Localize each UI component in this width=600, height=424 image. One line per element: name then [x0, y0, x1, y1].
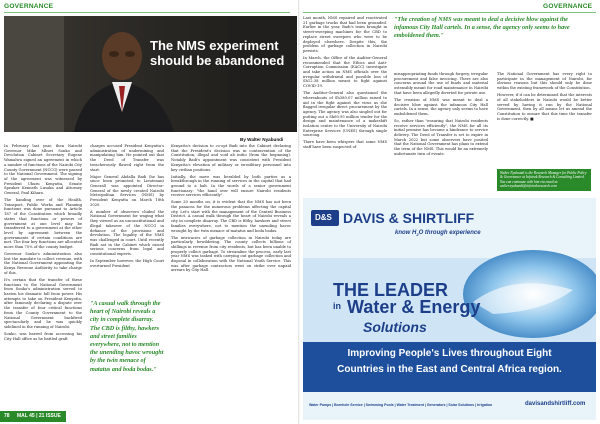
issue-label: MAL 45 | 21 ISSUE: [17, 413, 61, 419]
brand-tagline: [395, 230, 481, 237]
paragraph: charges accused President Kenyatta's administration of undermining and manipulating him. He pointed out that the Deed of Transfer was treacherously flawed right from the start.: [90, 144, 164, 172]
paragraph: In March, the Office of the Auditor-General recommended that the Ethics and Anti-Corruption Commission (EACC) investigate and take action on NMS officials over the irregular withdrawal and possible loss of Sh12.38 million meant to fight against COVID-19.: [303, 55, 387, 89]
tagline-prefix: know H: [395, 230, 417, 236]
column-1: [4, 144, 82, 344]
column-5: [394, 72, 488, 159]
header-rule-right: [303, 12, 596, 13]
paragraph: The National Government has every right to participate in the management of Nairobi, for obvious reasons but this should only be done within the existing framework of the Constitution.: [497, 72, 592, 91]
paragraph: However, if it can be determined that the interests of all stakeholders in Nairobi would be better served by having it run by the National Government, then by all means let us amend the Constitution to ensure that this time the transfer is done correctly. ■: [497, 93, 592, 121]
column-2: [90, 144, 164, 271]
article-title-line-2: should be abandoned: [150, 53, 285, 68]
solutions-heading: Solutions: [363, 319, 427, 335]
paragraph: Last month, NMS repaired and reactivated 21 garbage trucks that had been grounded. Earlier in the year, Badi's team brought in street-sweeping machines for the CBD to replace street sweepers who were to be deployed elsewhere. Despite this, the problem of garbage collection in Nairobi persists.: [303, 16, 387, 53]
section-label-right: GOVERNANCE: [543, 3, 593, 10]
improving-line-2: Countries in the East and Central Africa region.: [337, 364, 562, 375]
header-rule-left: [4, 12, 290, 13]
column-4: [303, 16, 387, 152]
tagline-subscript: 2: [416, 232, 419, 238]
paragraph: A number of observers chided the National Government for waging what they viewed as an unconstitutional and illegal takeover of the NCCG in defiance of the provisions and devolution. The legality of the NMS was challenged in court. Until recently Badi sat in the Cabinet which raised serious concerns from legal and constitutional experts.: [90, 209, 164, 257]
lead-photo: [4, 16, 297, 132]
page-gutter: [298, 0, 300, 424]
paragraph: So, rather than "ensuring that Nairobi residents receive services efficiently", the NMS for all its initial promise has become a hindrance to service delivery. The Deed of Transfer is set to expire in March 2022 but some observers have posited that the National Government has plans to extend the term of the NMS. This would be an extremely unfortunate turn of events.: [394, 118, 488, 156]
paragraph: There have been whispers that some NMS staff have been suspected of: [303, 140, 387, 150]
ds-logo-text: D&S: [315, 213, 332, 222]
paragraph: The Auditor-General also questioned the whereabouts of Sh380.07 million raised to aid in the fight against the virus as she flagged irregular direct procurement by the agency. The agency was also singled out for putting out a Sh60.95 million tender for the design and maintenance of a makeshift isolation centre to the University of Nairobi Enterprise Services (UNES) through single sourcing.: [303, 91, 387, 138]
paragraph: The intricacies of garbage collection in Nairobi today are particularly bewildering. The county collects billions of shillings in revenue from city residents, but has been unable to properly collect garbage. To streamline the process, early last year NMS was tasked with carrying out garbage collection and disposal in collaboration with the National Youth Service. This was after garbage contractors went on strike over unpaid arrears by City Hall.: [171, 235, 291, 273]
paragraph: Major General Abdalla Badi (he has since been promoted to Lieutenant General) was appointed Director-General of the newly created Nairobi Metropolitan Services (NMS) by President Kenyatta on March 18th 2020.: [90, 174, 164, 207]
page-number: 78: [4, 413, 10, 419]
article-title-line-1: The NMS experiment: [150, 38, 279, 53]
paragraph: In February last year, then Nairobi Governor Mike Mbuvi Sonko and Devolution Cabinet Secretary Eugene Wamalwa signed an agreement in which a number of functions of the Nairobi City County Government (NCCG) were passed to the National Government. The signing of the agreement was witnessed by President Uhuru Kenyatta, Senate Speaker Kenneth Lusaka and Attorney General, Paul Kihara.: [4, 144, 83, 196]
lead-photo-illustration: [4, 16, 297, 132]
column-6: [497, 72, 592, 124]
leader-in: in: [333, 301, 341, 311]
leader-heading: THE LEADER: [333, 280, 449, 300]
water-energy-heading: Water & Energy: [347, 297, 481, 317]
paragraph: Kenyatta's decision to co-opt Badi into the Cabinet declaring that the President's decision was in contravention of the Constitution, illegal and void ab initio (from the beginning). Notably Badi's appointment was consistent with President Kenyatta's elevation of military or ex-military personnel into key civilian positions.: [171, 144, 291, 172]
paragraph: The handing over of the Health, Transport, Public Works and Planning functions was done pursuant to Article 187 of the Constitution which broadly states that functions or powers of government at one level may be transferred to a government at the other level by agreement between the governments if certain conditions are met. The four key functions are allocated more than 75% of the county budget.: [4, 198, 82, 250]
paragraph: The creation of NMS was meant to deal a decisive blow against the infamous City Hall cartels. In a sense, the agency only seems to have emboldened them.: [394, 97, 488, 116]
paragraph: In September however, the High Court overturned President: [90, 259, 164, 268]
paragraph: It's certain that the transfer of these functions to the National Government from Sonko's administration served to hasten his dramatic fall from power. His attempts to take on President Kenyatta, after famously declaring a dispute over the transfer of four critical functions from the County Government to the National Government backfired spectacularly and he was quickly sidelined in the running of Nairobi.: [4, 277, 82, 329]
ad-website[interactable]: davisandshirtliff.com: [525, 401, 586, 407]
improving-line-1: Improving People's Lives throughout Eight: [347, 348, 552, 359]
pull-quote-right: "The creation of NMS was meant to deal a decisive blow against the infamous City Hall cartels. In a sense, the agency only seems to have emboldened them.": [394, 16, 570, 39]
article-title: [150, 38, 295, 68]
water-splash-image: [453, 242, 596, 342]
tagline-suffix: O through experience: [418, 230, 481, 236]
brand-name: DAVIS & SHIRTLIFF: [343, 210, 475, 226]
author-box: Walter Nyabundi is the Research Manager for Public Policy & Governance at Infotrak Research & Consulting Limited. You can commune with him via email at: walter.nyabundi@infotrakresearch.com: [497, 169, 591, 191]
paragraph: misappropriating funds through forgery, irregular procurement and false invoicing. There are also concerns around the use of funds and material ostensibly meant for road maintenance in Nairobi that have been allegedly diverted for private use.: [394, 72, 488, 95]
pull-quote-left: "A casual walk through the heart of Nairobi reveals a city in complete disarray. The CBD is filthy, hawkers and street families everywhere, not to mention the unending havoc wrought by the twin menace of matatus and boda bodas.": [90, 300, 164, 373]
advertisement[interactable]: [303, 198, 596, 420]
paragraph: Initially, the move was heralded by both parties as a breakthrough in the running of services in the capital that had ground to a halt. In the words of a senior government functionary: "the hand over will ensure Nairobi residents receive services efficiently".: [171, 174, 291, 198]
paragraph: Governor Sonko's administration also lost the mandate to collect revenue, with the National Government appointing the Kenya Revenue Authority to take charge of this.: [4, 252, 82, 275]
column-3: [171, 144, 291, 275]
product-categories: Water Pumps | Borehole Service | Swimming Pools | Water Treatment | Generators | Solar Solutions | Irrigation: [309, 403, 493, 407]
paragraph: Some 20 months on, it is evident that the NMS has not been the panacea for the numerous problems affecting the capital city. Let's start with the management of the Central Business District. A casual walk through the heart of Nairobi reveals a city in complete disarray. The CBD is filthy, hawkers and street families everywhere, not to mention the unending havoc wrought by the twin menace of matatus and boda bodas.: [171, 200, 291, 233]
section-label-left: GOVERNANCE: [4, 3, 54, 10]
paragraph: Sonko, was barred from accessing his City Hall office as he battled graft: [4, 331, 82, 341]
byline: By Walter Nyabundi: [240, 137, 284, 142]
